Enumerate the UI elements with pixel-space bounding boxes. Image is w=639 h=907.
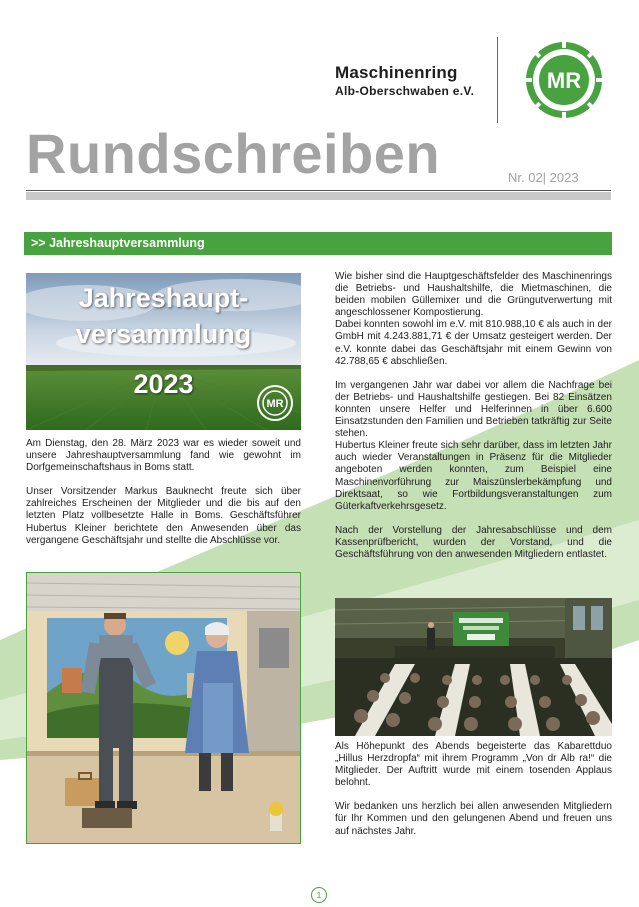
- image-title-line2: versammlung: [75, 319, 252, 349]
- header-divider: [497, 37, 498, 123]
- page-number: 1: [311, 887, 327, 903]
- stage-photo: [26, 572, 301, 844]
- page-title: Rundschreiben: [26, 122, 441, 185]
- hall-photo: [335, 598, 612, 736]
- left-column: [26, 438, 301, 559]
- paragraph-thanks: Wir bedanken uns herzlich bei allen anwesenden Mitgliedern für Ihr Kommen und den gelungenen Abend und freuen uns auf nächstes Jahr.: [335, 801, 612, 837]
- jhv-title-image: [26, 273, 301, 430]
- image-title-line1: Jahreshaupt-: [78, 283, 249, 313]
- paragraph-demand: Im vergangenen Jahr war dabei vor allem die Nachfrage bei der Betriebs- und Haushaltshilfe gestiegen. Bei 82 Einsätzen konnten unsere Helfer und Helferinnen in über 6.600 Einsatzstunden den Familien und Betrieben tatkräftig zur Seite stehen.: [335, 379, 612, 440]
- image-mr-logo-icon: [257, 385, 293, 421]
- paragraph-chairman: Unser Vorsitzender Markus Bauknecht freute sich über zahlreiches Erscheinen der Mitglieder und die bis auf den letzten Platz vollbesetzte Halle in Boms. Geschäftsführer Hubertus Kleiner berichtete den Anwesenden über das vergangene Geschäftsjahr und stellte die Abschlüsse vor.: [26, 486, 301, 546]
- stage-scene: [27, 573, 300, 843]
- mr-logo-icon: [524, 40, 604, 120]
- hall-scene: [335, 598, 612, 736]
- paragraph-revenue: Dabei konnten sowohl im e.V. mit 810.988,10 € als auch in der GmbH mit 4.243.881,71 € der Umsatz gesteigert werden. Der e.V. konnte dabei das Geschäftsjahr mit einem Gewinn von 42.788,65 € abschließen.: [335, 319, 612, 367]
- paragraph-events: Hubertus Kleiner freute sich sehr darüber, dass im letzten Jahr auch wieder Veranstaltungen in Präsenz für die Mitglieder angeboten werden konnten, zum Beispiel eine Maschinenvorführung zur Maiszünslerbekämpfung und Direktsaat, so wie Fortbildungsveranstaltungen zum Güterkaftverkehrsgesetz.: [335, 440, 612, 512]
- paragraph-business-fields: Wie bisher sind die Hauptgeschäftsfelder des Maschinenrings die Betriebs- und Haushaltshilfe, die Mietmaschinen, die beiden mobilen Güllemixer und die Grüngutverwertung mit angeschlossener Kompostierung.: [335, 271, 612, 319]
- title-band: [26, 192, 611, 200]
- issue-number: Nr. 02| 2023: [508, 170, 579, 185]
- paragraph-discharge: Nach der Vorstellung der Jahresabschlüsse und dem Kassenprüfbericht, wurden der Vorstand, und die Geschäftsführung von den anwesenden Mitgliedern entlastet.: [335, 524, 612, 560]
- paragraph-cabaret: Als Höhepunkt des Abends begeisterte das Kabarettduo „Hillus Herzdropfa“ mit ihrem Programm „Von dr Alb ra!“ die Mitglieder. Der Auftritt wurde mit einem tosenden Applaus belohnt.: [335, 741, 612, 789]
- image-title-year: 2023: [133, 369, 194, 399]
- section-heading: >> Jahreshauptversammlung: [31, 236, 205, 250]
- right-column-bottom: [335, 741, 612, 850]
- section-heading-bar: [24, 232, 612, 255]
- brand-subtitle: Alb-Oberschwaben e.V.: [335, 84, 475, 98]
- mr-logo: [524, 40, 604, 120]
- logo-text: MR: [546, 68, 582, 93]
- title-rule: [26, 190, 611, 191]
- right-column-top: [335, 271, 612, 573]
- brand-name: Maschinenring: [335, 63, 458, 82]
- paragraph-intro: Am Dienstag, den 28. März 2023 war es wieder soweit und unsere Jahreshauptversammlung fand wie gewohnt im Dorfgemeinschaftshaus in Boms statt.: [26, 438, 301, 474]
- image-logo-text: MR: [266, 398, 284, 410]
